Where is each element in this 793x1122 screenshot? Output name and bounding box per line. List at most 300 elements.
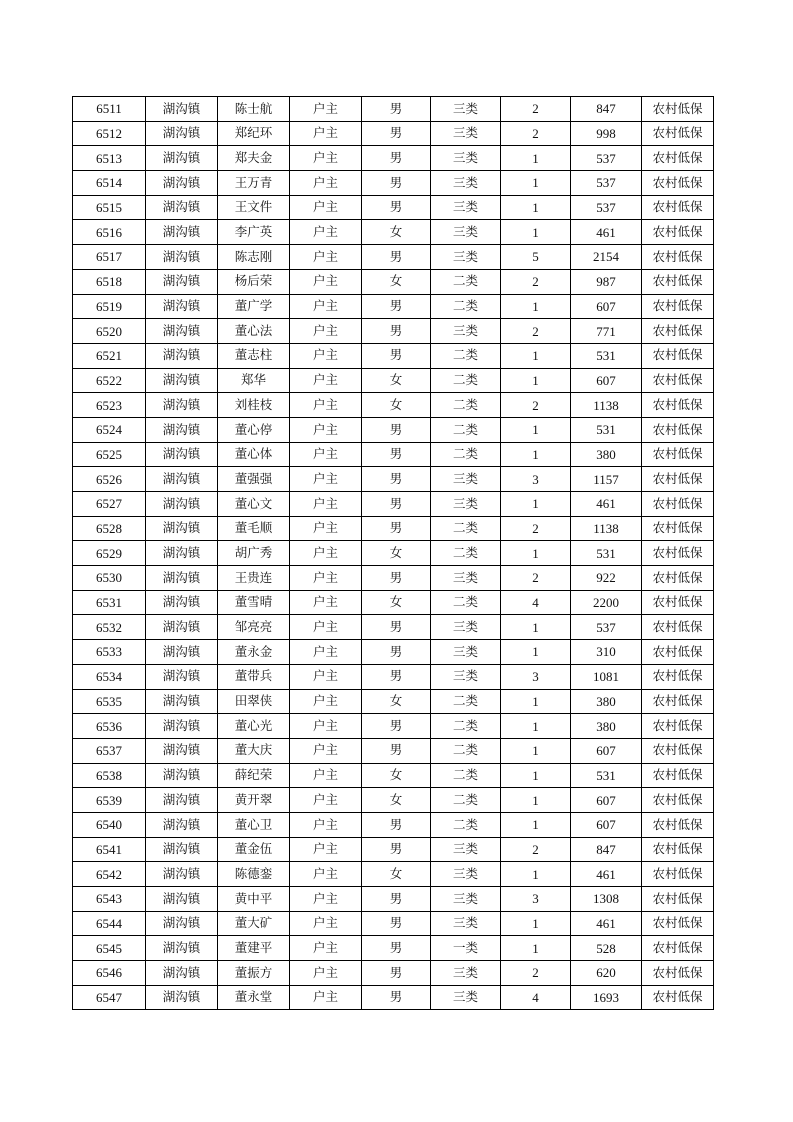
row-number-cell: 6528 [73, 516, 146, 541]
row-number-cell: 6520 [73, 319, 146, 344]
name-cell: 王贵连 [218, 566, 290, 591]
row-number-cell: 6542 [73, 862, 146, 887]
table-row [73, 294, 714, 319]
row-number-cell: 6519 [73, 294, 146, 319]
relation-cell: 户主 [290, 566, 362, 591]
relation-cell: 户主 [290, 220, 362, 245]
category-cell: 三类 [431, 97, 501, 122]
gender-cell: 男 [362, 146, 431, 171]
category-cell: 三类 [431, 961, 501, 986]
relation-cell: 户主 [290, 887, 362, 912]
relation-cell: 户主 [290, 738, 362, 763]
gender-cell: 男 [362, 714, 431, 739]
town-cell: 湖沟镇 [146, 393, 218, 418]
table-row [73, 985, 714, 1010]
category-cell: 三类 [431, 146, 501, 171]
amount-cell: 380 [571, 689, 642, 714]
gender-cell: 女 [362, 590, 431, 615]
relation-cell: 户主 [290, 442, 362, 467]
household-size-cell: 2 [501, 121, 571, 146]
row-number-cell: 6521 [73, 343, 146, 368]
category-cell: 三类 [431, 121, 501, 146]
category-cell: 三类 [431, 566, 501, 591]
gender-cell: 女 [362, 862, 431, 887]
town-cell: 湖沟镇 [146, 269, 218, 294]
name-cell: 王文件 [218, 195, 290, 220]
name-cell: 杨后荣 [218, 269, 290, 294]
relation-cell: 户主 [290, 343, 362, 368]
amount-cell: 461 [571, 911, 642, 936]
gender-cell: 男 [362, 961, 431, 986]
type-cell: 农村低保 [642, 195, 714, 220]
gender-cell: 男 [362, 245, 431, 270]
household-size-cell: 2 [501, 961, 571, 986]
row-number-cell: 6543 [73, 887, 146, 912]
type-cell: 农村低保 [642, 689, 714, 714]
category-cell: 二类 [431, 294, 501, 319]
name-cell: 董心光 [218, 714, 290, 739]
amount-cell: 537 [571, 195, 642, 220]
amount-cell: 922 [571, 566, 642, 591]
type-cell: 农村低保 [642, 516, 714, 541]
table-row [73, 714, 714, 739]
gender-cell: 男 [362, 664, 431, 689]
row-number-cell: 6518 [73, 269, 146, 294]
row-number-cell: 6531 [73, 590, 146, 615]
relation-cell: 户主 [290, 294, 362, 319]
name-cell: 田翠侠 [218, 689, 290, 714]
household-size-cell: 1 [501, 738, 571, 763]
household-size-cell: 1 [501, 911, 571, 936]
name-cell: 董广学 [218, 294, 290, 319]
table-row [73, 319, 714, 344]
type-cell: 农村低保 [642, 541, 714, 566]
household-size-cell: 2 [501, 97, 571, 122]
type-cell: 农村低保 [642, 763, 714, 788]
town-cell: 湖沟镇 [146, 985, 218, 1010]
table-row [73, 936, 714, 961]
relation-cell: 户主 [290, 467, 362, 492]
town-cell: 湖沟镇 [146, 171, 218, 196]
town-cell: 湖沟镇 [146, 220, 218, 245]
table-row [73, 763, 714, 788]
type-cell: 农村低保 [642, 862, 714, 887]
type-cell: 农村低保 [642, 343, 714, 368]
type-cell: 农村低保 [642, 121, 714, 146]
name-cell: 王万青 [218, 171, 290, 196]
name-cell: 董永堂 [218, 985, 290, 1010]
amount-cell: 620 [571, 961, 642, 986]
town-cell: 湖沟镇 [146, 640, 218, 665]
row-number-cell: 6513 [73, 146, 146, 171]
row-number-cell: 6515 [73, 195, 146, 220]
amount-cell: 1138 [571, 393, 642, 418]
amount-cell: 537 [571, 171, 642, 196]
amount-cell: 537 [571, 146, 642, 171]
category-cell: 二类 [431, 393, 501, 418]
category-cell: 三类 [431, 862, 501, 887]
type-cell: 农村低保 [642, 788, 714, 813]
category-cell: 二类 [431, 442, 501, 467]
gender-cell: 男 [362, 640, 431, 665]
row-number-cell: 6527 [73, 492, 146, 517]
category-cell: 二类 [431, 812, 501, 837]
relation-cell: 户主 [290, 812, 362, 837]
gender-cell: 女 [362, 788, 431, 813]
type-cell: 农村低保 [642, 245, 714, 270]
row-number-cell: 6540 [73, 812, 146, 837]
type-cell: 农村低保 [642, 985, 714, 1010]
category-cell: 三类 [431, 171, 501, 196]
name-cell: 董心体 [218, 442, 290, 467]
town-cell: 湖沟镇 [146, 516, 218, 541]
row-number-cell: 6537 [73, 738, 146, 763]
row-number-cell: 6539 [73, 788, 146, 813]
table-row [73, 393, 714, 418]
name-cell: 董永金 [218, 640, 290, 665]
category-cell: 二类 [431, 590, 501, 615]
name-cell: 郑纪环 [218, 121, 290, 146]
name-cell: 董金伍 [218, 837, 290, 862]
town-cell: 湖沟镇 [146, 714, 218, 739]
category-cell: 三类 [431, 245, 501, 270]
gender-cell: 女 [362, 689, 431, 714]
relation-cell: 户主 [290, 417, 362, 442]
type-cell: 农村低保 [642, 640, 714, 665]
table-row [73, 615, 714, 640]
name-cell: 董带兵 [218, 664, 290, 689]
amount-cell: 531 [571, 763, 642, 788]
town-cell: 湖沟镇 [146, 541, 218, 566]
household-size-cell: 2 [501, 393, 571, 418]
town-cell: 湖沟镇 [146, 319, 218, 344]
town-cell: 湖沟镇 [146, 788, 218, 813]
relation-cell: 户主 [290, 961, 362, 986]
gender-cell: 男 [362, 294, 431, 319]
amount-cell: 2200 [571, 590, 642, 615]
row-number-cell: 6530 [73, 566, 146, 591]
relation-cell: 户主 [290, 689, 362, 714]
relation-cell: 户主 [290, 837, 362, 862]
household-size-cell: 1 [501, 615, 571, 640]
type-cell: 农村低保 [642, 146, 714, 171]
relation-cell: 户主 [290, 615, 362, 640]
row-number-cell: 6533 [73, 640, 146, 665]
amount-cell: 461 [571, 220, 642, 245]
household-size-cell: 1 [501, 541, 571, 566]
town-cell: 湖沟镇 [146, 121, 218, 146]
table-row [73, 171, 714, 196]
type-cell: 农村低保 [642, 171, 714, 196]
name-cell: 薛纪荣 [218, 763, 290, 788]
gender-cell: 男 [362, 615, 431, 640]
category-cell: 三类 [431, 319, 501, 344]
type-cell: 农村低保 [642, 492, 714, 517]
table-row [73, 887, 714, 912]
gender-cell: 女 [362, 220, 431, 245]
town-cell: 湖沟镇 [146, 343, 218, 368]
gender-cell: 男 [362, 911, 431, 936]
name-cell: 董大矿 [218, 911, 290, 936]
name-cell: 胡广秀 [218, 541, 290, 566]
town-cell: 湖沟镇 [146, 195, 218, 220]
table-body [73, 97, 714, 1010]
household-size-cell: 1 [501, 171, 571, 196]
town-cell: 湖沟镇 [146, 368, 218, 393]
relation-cell: 户主 [290, 146, 362, 171]
town-cell: 湖沟镇 [146, 417, 218, 442]
amount-cell: 1308 [571, 887, 642, 912]
gender-cell: 男 [362, 343, 431, 368]
name-cell: 陈志刚 [218, 245, 290, 270]
household-size-cell: 1 [501, 640, 571, 665]
amount-cell: 847 [571, 97, 642, 122]
gender-cell: 男 [362, 442, 431, 467]
household-size-cell: 1 [501, 195, 571, 220]
relation-cell: 户主 [290, 590, 362, 615]
category-cell: 三类 [431, 664, 501, 689]
household-size-cell: 2 [501, 837, 571, 862]
household-size-cell: 4 [501, 985, 571, 1010]
name-cell: 郑华 [218, 368, 290, 393]
table-row [73, 812, 714, 837]
relation-cell: 户主 [290, 664, 362, 689]
category-cell: 二类 [431, 417, 501, 442]
name-cell: 董强强 [218, 467, 290, 492]
amount-cell: 607 [571, 738, 642, 763]
name-cell: 郑夫金 [218, 146, 290, 171]
household-size-cell: 1 [501, 492, 571, 517]
relation-cell: 户主 [290, 368, 362, 393]
row-number-cell: 6532 [73, 615, 146, 640]
category-cell: 三类 [431, 492, 501, 517]
gender-cell: 男 [362, 516, 431, 541]
household-size-cell: 1 [501, 294, 571, 319]
row-number-cell: 6546 [73, 961, 146, 986]
household-size-cell: 1 [501, 220, 571, 245]
town-cell: 湖沟镇 [146, 689, 218, 714]
household-size-cell: 3 [501, 664, 571, 689]
category-cell: 二类 [431, 714, 501, 739]
type-cell: 农村低保 [642, 417, 714, 442]
type-cell: 农村低保 [642, 812, 714, 837]
category-cell: 二类 [431, 368, 501, 393]
amount-cell: 607 [571, 368, 642, 393]
household-size-cell: 4 [501, 590, 571, 615]
category-cell: 二类 [431, 738, 501, 763]
type-cell: 农村低保 [642, 837, 714, 862]
table-row [73, 442, 714, 467]
relation-cell: 户主 [290, 516, 362, 541]
table-row [73, 368, 714, 393]
category-cell: 二类 [431, 269, 501, 294]
category-cell: 一类 [431, 936, 501, 961]
household-size-cell: 1 [501, 689, 571, 714]
table-row [73, 269, 714, 294]
type-cell: 农村低保 [642, 615, 714, 640]
name-cell: 董心文 [218, 492, 290, 517]
type-cell: 农村低保 [642, 220, 714, 245]
relation-cell: 户主 [290, 640, 362, 665]
row-number-cell: 6517 [73, 245, 146, 270]
type-cell: 农村低保 [642, 887, 714, 912]
table-row [73, 220, 714, 245]
category-cell: 三类 [431, 837, 501, 862]
table-row [73, 837, 714, 862]
table-row [73, 862, 714, 887]
town-cell: 湖沟镇 [146, 146, 218, 171]
row-number-cell: 6544 [73, 911, 146, 936]
town-cell: 湖沟镇 [146, 590, 218, 615]
gender-cell: 男 [362, 171, 431, 196]
table-row [73, 640, 714, 665]
amount-cell: 607 [571, 294, 642, 319]
row-number-cell: 6512 [73, 121, 146, 146]
household-size-cell: 1 [501, 417, 571, 442]
name-cell: 董志柱 [218, 343, 290, 368]
town-cell: 湖沟镇 [146, 763, 218, 788]
table-row [73, 97, 714, 122]
name-cell: 黄开翠 [218, 788, 290, 813]
amount-cell: 1157 [571, 467, 642, 492]
gender-cell: 男 [362, 319, 431, 344]
household-size-cell: 1 [501, 343, 571, 368]
category-cell: 三类 [431, 220, 501, 245]
type-cell: 农村低保 [642, 714, 714, 739]
amount-cell: 531 [571, 417, 642, 442]
table-row [73, 788, 714, 813]
table-row [73, 664, 714, 689]
category-cell: 三类 [431, 911, 501, 936]
town-cell: 湖沟镇 [146, 245, 218, 270]
relation-cell: 户主 [290, 492, 362, 517]
gender-cell: 男 [362, 887, 431, 912]
type-cell: 农村低保 [642, 664, 714, 689]
name-cell: 董毛顺 [218, 516, 290, 541]
row-number-cell: 6535 [73, 689, 146, 714]
gender-cell: 女 [362, 393, 431, 418]
type-cell: 农村低保 [642, 566, 714, 591]
table-row [73, 566, 714, 591]
relation-cell: 户主 [290, 541, 362, 566]
row-number-cell: 6525 [73, 442, 146, 467]
table-row [73, 467, 714, 492]
amount-cell: 998 [571, 121, 642, 146]
relation-cell: 户主 [290, 269, 362, 294]
gender-cell: 女 [362, 541, 431, 566]
category-cell: 二类 [431, 788, 501, 813]
town-cell: 湖沟镇 [146, 566, 218, 591]
town-cell: 湖沟镇 [146, 812, 218, 837]
town-cell: 湖沟镇 [146, 294, 218, 319]
table-row [73, 417, 714, 442]
name-cell: 董建平 [218, 936, 290, 961]
table-row [73, 146, 714, 171]
household-size-cell: 1 [501, 368, 571, 393]
relation-cell: 户主 [290, 911, 362, 936]
household-size-cell: 2 [501, 516, 571, 541]
relation-cell: 户主 [290, 121, 362, 146]
gender-cell: 女 [362, 763, 431, 788]
table-row [73, 911, 714, 936]
table-row [73, 195, 714, 220]
name-cell: 刘桂枝 [218, 393, 290, 418]
row-number-cell: 6538 [73, 763, 146, 788]
household-size-cell: 5 [501, 245, 571, 270]
town-cell: 湖沟镇 [146, 615, 218, 640]
gender-cell: 男 [362, 492, 431, 517]
type-cell: 农村低保 [642, 590, 714, 615]
row-number-cell: 6541 [73, 837, 146, 862]
amount-cell: 987 [571, 269, 642, 294]
row-number-cell: 6524 [73, 417, 146, 442]
gender-cell: 男 [362, 837, 431, 862]
town-cell: 湖沟镇 [146, 492, 218, 517]
name-cell: 董大庆 [218, 738, 290, 763]
amount-cell: 847 [571, 837, 642, 862]
table-row [73, 961, 714, 986]
household-size-cell: 1 [501, 442, 571, 467]
name-cell: 董心卫 [218, 812, 290, 837]
row-number-cell: 6547 [73, 985, 146, 1010]
relation-cell: 户主 [290, 171, 362, 196]
household-size-cell: 3 [501, 467, 571, 492]
town-cell: 湖沟镇 [146, 936, 218, 961]
town-cell: 湖沟镇 [146, 442, 218, 467]
table-row [73, 343, 714, 368]
amount-cell: 461 [571, 862, 642, 887]
row-number-cell: 6529 [73, 541, 146, 566]
type-cell: 农村低保 [642, 911, 714, 936]
gender-cell: 女 [362, 269, 431, 294]
type-cell: 农村低保 [642, 97, 714, 122]
relation-cell: 户主 [290, 245, 362, 270]
type-cell: 农村低保 [642, 294, 714, 319]
gender-cell: 男 [362, 566, 431, 591]
household-size-cell: 1 [501, 862, 571, 887]
table-row [73, 245, 714, 270]
town-cell: 湖沟镇 [146, 887, 218, 912]
name-cell: 李广英 [218, 220, 290, 245]
town-cell: 湖沟镇 [146, 97, 218, 122]
relation-cell: 户主 [290, 862, 362, 887]
table-row [73, 541, 714, 566]
town-cell: 湖沟镇 [146, 467, 218, 492]
gender-cell: 男 [362, 467, 431, 492]
amount-cell: 537 [571, 615, 642, 640]
amount-cell: 528 [571, 936, 642, 961]
row-number-cell: 6516 [73, 220, 146, 245]
category-cell: 三类 [431, 985, 501, 1010]
amount-cell: 607 [571, 812, 642, 837]
gender-cell: 男 [362, 195, 431, 220]
amount-cell: 771 [571, 319, 642, 344]
category-cell: 三类 [431, 195, 501, 220]
household-size-cell: 1 [501, 146, 571, 171]
amount-cell: 380 [571, 442, 642, 467]
gender-cell: 男 [362, 121, 431, 146]
category-cell: 三类 [431, 887, 501, 912]
name-cell: 董振方 [218, 961, 290, 986]
amount-cell: 1693 [571, 985, 642, 1010]
amount-cell: 310 [571, 640, 642, 665]
category-cell: 三类 [431, 615, 501, 640]
row-number-cell: 6526 [73, 467, 146, 492]
relation-cell: 户主 [290, 936, 362, 961]
type-cell: 农村低保 [642, 269, 714, 294]
table-row [73, 590, 714, 615]
gender-cell: 男 [362, 936, 431, 961]
